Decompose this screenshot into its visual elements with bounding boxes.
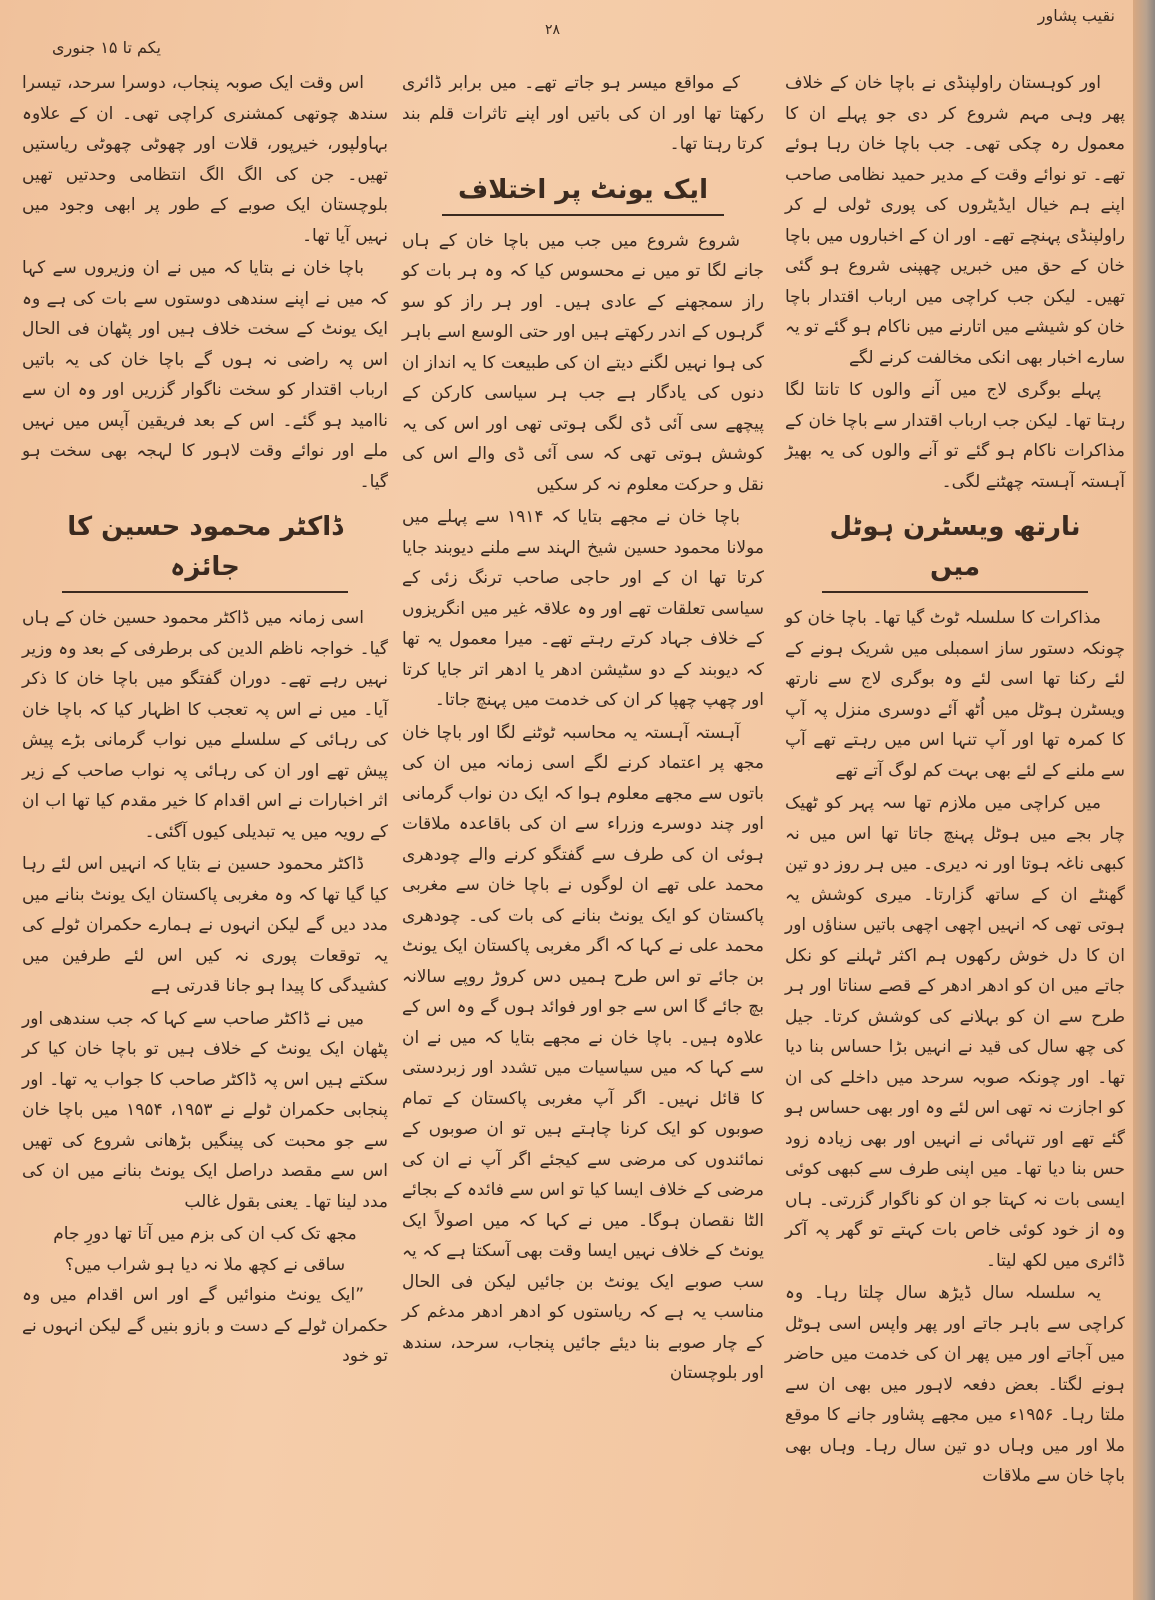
section-heading: ڈاکٹر محمود حسین کا جائزہ (62, 507, 347, 593)
verse-line: ساقی نے کچھ ملا نہ دیا ہو شراب میں؟ (64, 1254, 346, 1275)
paragraph: باچا خان نے مجھے بتایا کہ ۱۹۱۴ سے پہلے میں مولانا محمود حسین شیخ الہند سے ملنے دیوبند جایا کرتا تھا ان کے اور حاجی صاحب ترنگ زئی کے سیاسی تعلقات تھے اور وہ علاقہ غیر میں انگریزوں کے خلاف جہاد کرتے رہتے تھے۔ میرا معمول یہ تھا کہ دیوبند کے دو سٹیشن ادھر یا ادھر اتر جایا کرتا اور چھپ چھپا کر ان کی خدمت میں پہنچ جاتا۔ (402, 507, 764, 710)
issue-date: یکم تا ۱۵ جنوری (52, 38, 161, 57)
paragraph: ”ایک یونٹ منوائیں گے اور اس اقدام میں وہ حکمران ٹولے کے دست و بازو بنیں گے لیکن انہوں نے تو خود (22, 1285, 388, 1366)
paragraph: شروع شروع میں جب میں باچا خان کے ہاں جانے لگا تو میں نے محسوس کیا کہ وہ ہر بات کو راز سمجھنے کے عادی ہیں۔ اور ہر راز کو سو گرہوں کے اندر رکھتے ہیں اور حتی الوسع اسے باہر کی ہوا نہیں لگنے دیتے ان کی طبیعت کا یہ انداز ان دنوں کی یادگار ہے جب ہر سیاسی کارکن کے پیچھے سی آئی ڈی لگی ہوتی تھی اور اس کی یہ کوشش ہوتی تھی کہ سی آئی ڈی والے اس کی نقل و حرکت معلوم نہ کر سکیں (402, 230, 764, 495)
paragraph: ڈاکٹر محمود حسین نے بتایا کہ انہیں اس لئے رہا کیا گیا تھا کہ وہ مغربی پاکستان ایک یونٹ بنانے میں مدد دیں گے لیکن انہوں نے ہمارے حکمران ٹولے کی یہ توقعات پوری نہ کیں اس لئے طرفین میں کشیدگی کا پیدا ہو جانا قدرتی ہے (22, 854, 388, 996)
paragraph: اس وقت ایک صوبہ پنجاب، دوسرا سرحد، تیسرا سندھ چوتھی کمشنری کراچی تھی۔ ان کے علاوہ بہاولپور، خیرپور، قلات اور چھوٹی چھوٹی ریاستیں تھیں۔ جن کی الگ الگ انتظامی وحدتیں تھیں بلوچستان ایک صوبے کے طور پر ابھی وجود میں نہیں آیا تھا۔ (22, 73, 388, 246)
column-middle (402, 68, 764, 1391)
paragraph: میں کراچی میں ملازم تھا سہ پہر کو ٹھیک چار بجے میں ہوٹل پہنچ جاتا تھا اس میں نہ کبھی ناغہ ہوتا اور نہ دیری۔ میں ہر روز دو تین گھنٹے ان کے ساتھ گزارتا۔ میری کوشش یہ ہوتی تھی کہ انہیں اچھی اچھی باتیں سناؤں اور ان کا دل خوش رکھوں ہم اکثر ٹہلنے کو نکل جاتے میں ان کو ادھر ادھر کے قصے سناتا اور ہر طرح سے ان کو بہلانے کی کوشش کرتا۔ جیل کی چھ سال کی قید نے انہیں بڑا حساس بنا دیا تھا۔ اور چونکہ صوبہ سرحد میں داخلے کی ان کو اجازت نہ تھی اس لئے وہ اور بھی حساس ہو گئے تھے اور تنہائی نے انہیں اور بھی زیادہ زود حس بنا دیا تھا۔ میں اپنی طرف سے کبھی کوئی ایسی بات نہ کہتا جو ان کو ناگوار گزرتی۔ ہاں وہ از خود کوئی خاص بات کہتے تو گھر پہ آکر ڈائری میں لکھ لیتا۔ (785, 793, 1125, 1271)
section-heading: نارتھ ویسٹرن ہوٹل میں (822, 507, 1087, 593)
paragraph: یہ سلسلہ سال ڈیڑھ سال چلتا رہا۔ وہ کراچی سے باہر جاتے اور پھر واپس اسی ہوٹل میں آجاتے اور میں پھر ان کی خدمت میں حاضر ہونے لگتا۔ بعض دفعہ لاہور میں بھی ان سے ملتا رہا۔ ۱۹۵۶ء میں مجھے پشاور جانے کا موقع ملا اور میں وہاں دو تین سال رہا۔ وہاں بھی باچا خان سے ملاقات (785, 1283, 1125, 1486)
paragraph: کے مواقع میسر ہو جاتے تھے۔ میں برابر ڈائری رکھتا تھا اور ان کی باتیں اور اپنے تاثرات قلم بند کرتا رہتا تھا۔ (402, 73, 764, 154)
paragraph: پہلے بوگری لاج میں آنے والوں کا تانتا لگا رہتا تھا۔ لیکن جب ارباب اقتدار سے باچا خان کے مذاکرات ناکام ہو گئے تو آنے والوں کی یہ بھیڑ آہستہ آہستہ چھٹنے لگی۔ (785, 380, 1125, 492)
paragraph: آہستہ آہستہ یہ محاسبہ ٹوٹنے لگا اور باچا خان مجھ پر اعتماد کرنے لگے اسی زمانہ میں ان کی باتوں سے مجھے معلوم ہوا کہ ایک دن نواب گرمانی اور چند دوسرے وزراء سے ان کی باقاعدہ ملاقات ہوئی ان کی طرف سے گفتگو کرنے والے چودھری محمد علی تھے ان لوگوں نے باچا خان سے مغربی پاکستان کو ایک یونٹ بنانے کی بات کی۔ چودھری محمد علی نے کہا کہ اگر مغربی پاکستان ایک یونٹ بن جائے تو اس طرح ہمیں دس کروڑ روپے سالانہ بچ جائے گا اس سے جو اور فوائد ہوں گے وہ اس کے علاوہ ہیں۔ باچا خان نے مجھے بتایا کہ میں نے ان سے کہا کہ میں سیاسیات میں تشدد اور زبردستی کا قائل نہیں۔ اگر آپ مغربی پاکستان کے تمام صوبوں کو ایک کرنا چاہتے ہیں تو ان صوبوں کے نمائندوں کی مرضی سے کیجئے اگر آپ نے ان کی مرضی کے خلاف ایسا کیا تو اس سے فائدہ کے بجائے الٹا نقصان ہوگا۔ میں نے کہا کہ میں اصولاً ایک یونٹ کے خلاف نہیں ایسا وقت بھی آسکتا ہے کہ یہ سب صوبے ایک یونٹ بن جائیں لیکن فی الحال مناسب یہ ہے کہ ریاستوں کو ادھر ادھر مدغم کر کے چار صوبے بنا دیئے جائیں پنجاب، سرحد، سندھ اور بلوچستان (402, 722, 764, 1383)
page-number: ۲۸ (545, 22, 561, 38)
publication-name: نقیب پشاور (1037, 6, 1115, 25)
verse-line: مجھ تک کب ان کی بزم میں آتا تھا دورِ جام (53, 1224, 357, 1244)
column-left (22, 68, 388, 1374)
paragraph: اسی زمانہ میں ڈاکٹر محمود حسین خان کے ہاں گیا۔ خواجہ ناظم الدین کی برطرفی کے بعد وہ وزیر نہیں رہے تھے۔ دوران گفتگو میں باچا خان کا ذکر آیا۔ میں نے اس پہ تعجب کا اظہار کیا کہ باچا خان کی رہائی کے سلسلے میں نواب گرمانی بڑے پیش پیش تھے اور ان کی رہائی پہ نواب صاحب کے زیر اثر اخبارات نے اس اقدام کا خیر مقدم کیا تھا اب ان کے رویہ میں یہ تبدیلی کیوں آگئی۔ (22, 608, 388, 842)
paragraph: باچا خان نے بتایا کہ میں نے ان وزیروں سے کہا کہ میں نے اپنے سندھی دوستوں سے بات کی ہے وہ ایک یونٹ کے سخت خلاف ہیں اور پٹھان فی الحال اس پہ راضی نہ ہوں گے باچا خان کی یہ باتیں ارباب اقتدار کو سخت ناگوار گزریں اور وہ ان سے ناامید ہو گئے۔ اس کے بعد فریقین آپس میں نہیں ملے اور نوائے وقت لاہور کا لہجہ بھی سخت ہو گیا۔ (22, 258, 388, 492)
column-right (785, 68, 1125, 1494)
paragraph: میں نے ڈاکٹر صاحب سے کہا کہ جب سندھی اور پٹھان ایک یونٹ کے خلاف ہیں تو باچا خان کیا کر سکتے ہیں اس پہ ڈاکٹر صاحب کا جواب یہ تھا۔ اور پنجابی حکمران ٹولے نے ۱۹۵۳، ۱۹۵۴ میں باچا خان سے جو محبت کی پینگیں بڑھانی شروع کی تھیں اس سے مقصد دراصل ایک یونٹ بنانے میں ان کی مدد لینا تھا۔ یعنی بقول غالب (22, 1008, 388, 1212)
section-heading: ایک یونٹ پر اختلاف (442, 170, 724, 216)
page-binding-edge (1133, 0, 1155, 1600)
paragraph: مذاکرات کا سلسلہ ٹوٹ گیا تھا۔ باچا خان کو چونکہ دستور ساز اسمبلی میں شریک ہونے کے لئے رکنا تھا اسی لئے وہ بوگری لاج سے نارتھ ویسٹرن ہوٹل میں اُٹھ آئے دوسری منزل پہ آپ کا کمرہ تھا اور آپ تنہا اس میں رہتے تھے آپ سے ملنے کے لئے بھی بہت کم لوگ آتے تھے (785, 608, 1125, 781)
paragraph: اور کوہستان راولپنڈی نے باچا خان کے خلاف پھر وہی مہم شروع کر دی جو پہلے ان کا معمول رہ چکی تھی۔ جب باچا خان رہا ہوئے تھے۔ تو نوائے وقت کے مدیر حمید نظامی صاحب اپنے ہم خیال ایڈیٹروں کی پوری ٹولی لے کر راولپنڈی پہنچے تھے۔ اور ان کے اخباروں میں باچا خان کے حق میں خبریں چھپنی شروع ہو گئی تھیں۔ لیکن جب کراچی میں ارباب اقتدار باچا خان کو شیشے میں اتارنے میں ناکام ہو گئے تو یہ سارے اخبار بھی انکی مخالفت کرنے لگے (785, 73, 1125, 368)
